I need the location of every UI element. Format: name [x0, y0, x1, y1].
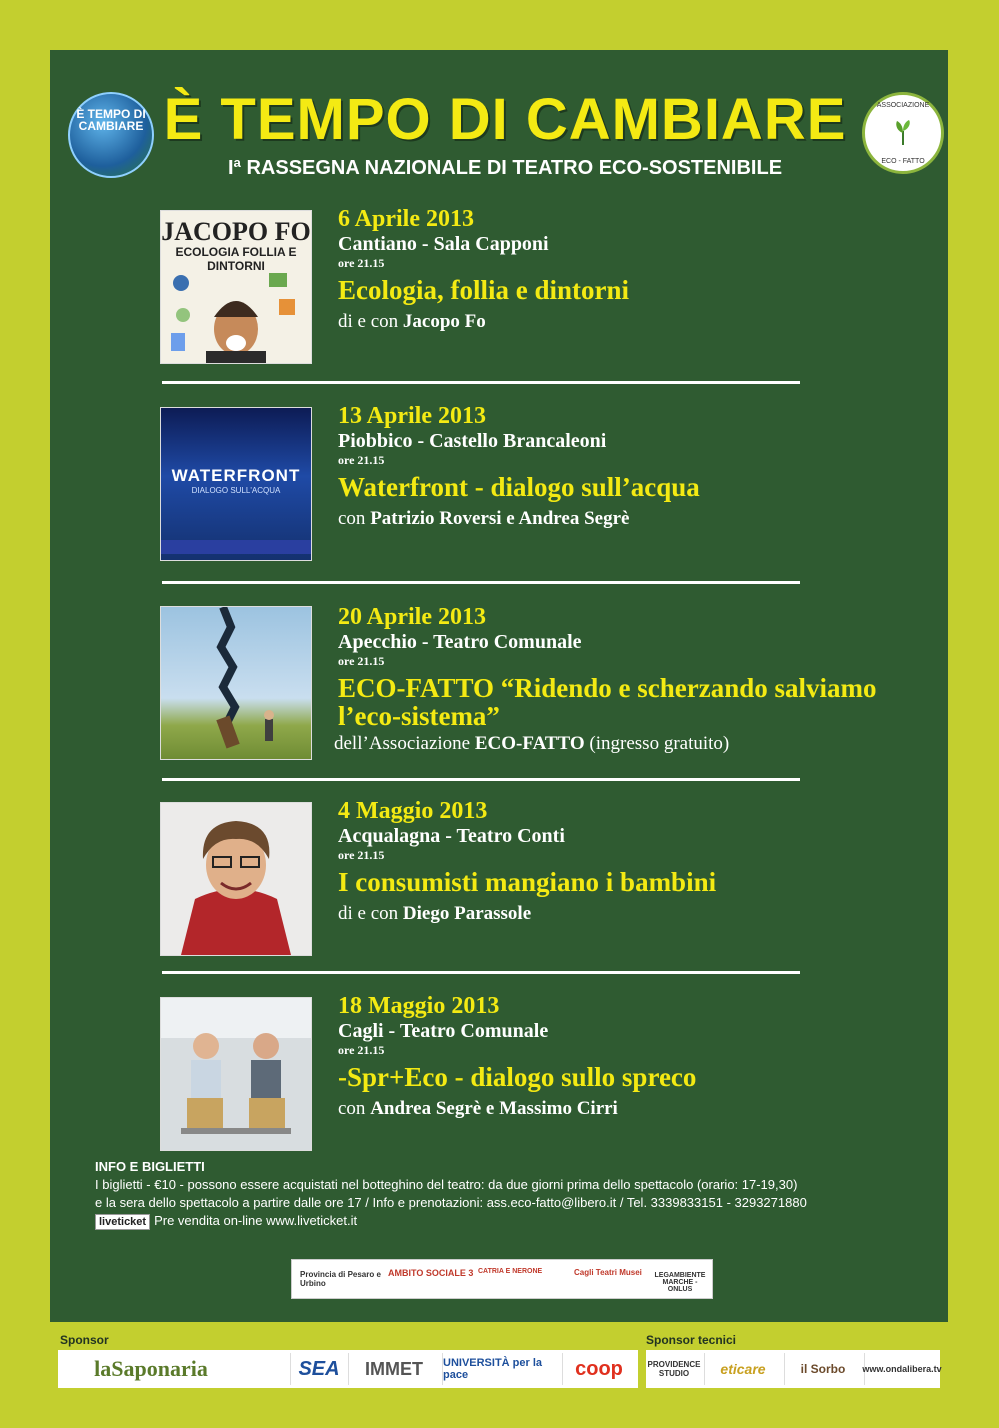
tech-sponsor-strip — [646, 1350, 940, 1388]
thumb-subtitle: ECOLOGIA FOLLIA E DINTORNI — [175, 245, 297, 273]
event-credits — [338, 902, 878, 926]
tech-sponsor-ondalibera: www.ondalibera.tv — [864, 1353, 939, 1385]
info-line-2: e la sera dello spettacolo a partire dalle ore 17 / Info e prenotazioni: ass.eco-fatto@libero.it / Tel. 3339833151 - 3293271880 — [95, 1195, 807, 1210]
two-men-illustration — [161, 998, 311, 1150]
credits-name: Andrea Segrè e Massimo Cirri — [370, 1098, 618, 1119]
sponsor-label: Sponsor — [60, 1333, 109, 1347]
credits-prefix: con — [338, 1098, 366, 1119]
info-line-3 — [95, 1212, 925, 1230]
event-time: ore 21.15 — [338, 1043, 385, 1057]
partner-provincia: Provincia di Pesaro e Urbino — [300, 1270, 381, 1288]
tempo-logo-icon — [68, 92, 154, 178]
event-place: Cagli - Teatro Comunale — [338, 1020, 549, 1042]
event-5-image — [160, 997, 312, 1151]
credits-name: Jacopo Fo — [402, 311, 486, 332]
tech-sponsor-providence: PROVIDENCE STUDIO — [647, 1360, 701, 1378]
sponsor-coop: coop — [562, 1353, 635, 1385]
partner-cagli: Cagli Teatri Musei — [574, 1268, 642, 1277]
event-1-image — [160, 210, 312, 364]
page-subtitle: Iª RASSEGNA NAZIONALE DI TEATRO ECO-SOSTENIBILE — [227, 157, 783, 179]
credits-prefix: di e con — [338, 903, 399, 924]
credits-name: ECO-FATTO — [474, 733, 585, 754]
cartoon-illustration — [161, 271, 311, 363]
event-credits — [338, 1097, 878, 1121]
partner-catria: CATRIA E NERONE — [478, 1268, 543, 1275]
credits-prefix: di e con — [338, 311, 399, 332]
tech-sponsor-eticare: eticare — [704, 1353, 781, 1385]
event-time: ore 21.15 — [338, 848, 385, 862]
sponsor-strip — [58, 1350, 638, 1388]
event-show-title: -Spr+Eco - dialogo sullo spreco — [338, 1062, 697, 1092]
divider — [162, 381, 800, 384]
partner-ambito: AMBITO SOCIALE 3 — [388, 1268, 474, 1278]
divider — [162, 971, 800, 974]
event-2-image — [160, 407, 312, 561]
event-4-image — [160, 802, 312, 956]
event-3-image — [160, 606, 312, 760]
event-credits — [338, 310, 878, 334]
sponsor-lasaponaria: laSaponaria — [94, 1356, 208, 1381]
event-date: 20 Aprile 2013 — [338, 604, 486, 630]
partners-strip — [291, 1259, 713, 1299]
event-show-title: ECO-FATTO “Ridendo e scherzando salviamo l’eco-sistema” — [338, 673, 877, 731]
tech-sponsor-label: Sponsor tecnici — [646, 1333, 737, 1347]
event-2-text — [338, 403, 878, 531]
credits-name: Patrizio Roversi e Andrea Segrè — [370, 508, 630, 529]
divider — [162, 778, 800, 781]
event-4-text — [338, 798, 878, 926]
credits-suffix: (ingresso gratuito) — [589, 733, 730, 754]
sponsor-sea: SEA — [290, 1353, 347, 1385]
event-date: 18 Maggio 2013 — [338, 993, 500, 1019]
event-time: ore 21.15 — [338, 453, 385, 467]
sponsor-immet: IMMET — [348, 1353, 439, 1385]
event-credits — [334, 732, 878, 756]
event-show-title: I consumisti mangiano i bambini — [338, 867, 717, 897]
info-heading: INFO E BIGLIETTI — [95, 1159, 205, 1174]
tech-sponsor-sorbo: il Sorbo — [784, 1353, 861, 1385]
page-title: È TEMPO DI CAMBIARE — [163, 87, 847, 152]
logo-right-bottom-text: ECO - FATTO — [881, 158, 925, 165]
thumb-title: WATERFRONT — [171, 466, 301, 485]
credits-name: Diego Parassole — [402, 903, 532, 924]
credits-prefix: con — [338, 508, 366, 529]
eco-fatto-logo-icon — [862, 92, 944, 174]
logo-right-top-text: ASSOCIAZIONE — [876, 102, 930, 109]
event-5-text — [338, 993, 878, 1121]
portrait-illustration — [161, 803, 311, 955]
event-date: 4 Maggio 2013 — [338, 798, 488, 824]
divider — [162, 581, 800, 584]
event-show-title: Ecologia, follia e dintorni — [338, 275, 630, 305]
credits-prefix: dell’Associazione — [334, 733, 471, 754]
tree-sky-illustration — [161, 607, 311, 759]
info-line-1: I biglietti - €10 - possono essere acquistati nel botteghino del teatro: da due giorni prima dello spettacolo (orario: 17-19,30) — [95, 1177, 798, 1192]
event-1-text — [338, 206, 878, 334]
plant-icon — [893, 119, 913, 145]
event-credits — [338, 507, 878, 531]
event-time: ore 21.15 — [338, 654, 385, 668]
sponsor-universita: UNIVERSITÀ per la pace — [442, 1353, 559, 1385]
partner-legambiente: LEGAMBIENTE MARCHE - ONLUS — [654, 1272, 706, 1293]
thumb-band — [161, 540, 311, 554]
presale-link[interactable]: Pre vendita on-line www.liveticket.it — [154, 1213, 358, 1228]
event-date: 6 Aprile 2013 — [338, 206, 474, 232]
event-date: 13 Aprile 2013 — [338, 403, 486, 429]
logo-left-text: È TEMPO DI CAMBIARE — [76, 107, 146, 133]
event-place: Apecchio - Teatro Comunale — [338, 631, 582, 653]
event-place: Acqualagna - Teatro Conti — [338, 825, 565, 847]
liveticket-logo: liveticket — [95, 1214, 150, 1230]
thumb-title: JACOPO FO — [161, 217, 311, 246]
event-place: Cantiano - Sala Capponi — [338, 233, 549, 255]
event-show-title: Waterfront - dialogo sull’acqua — [338, 472, 700, 502]
thumb-subtitle: DIALOGO SULL'ACQUA — [191, 486, 281, 495]
info-section — [95, 1158, 925, 1230]
event-place: Piobbico - Castello Brancaleoni — [338, 430, 607, 452]
event-3-text — [334, 604, 878, 756]
event-time: ore 21.15 — [338, 256, 385, 270]
